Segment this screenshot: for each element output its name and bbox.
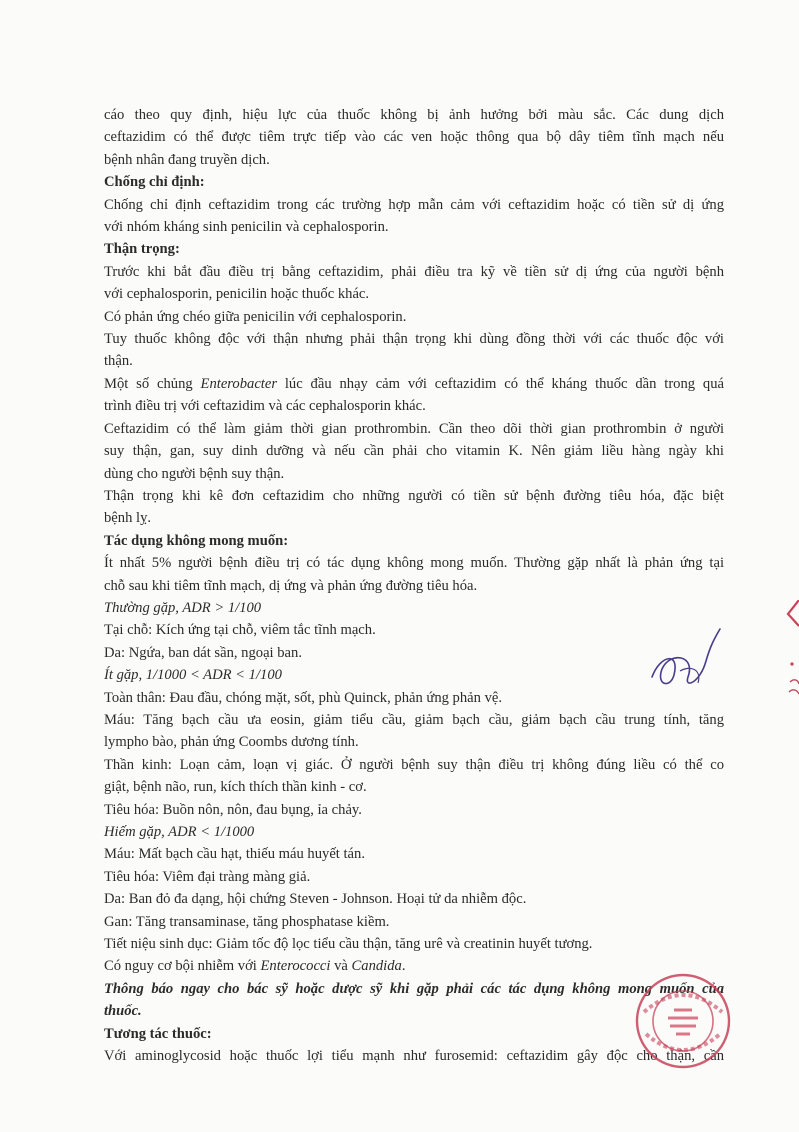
text-line: bệnh nhân đang truyền dịch. [104, 151, 270, 168]
adverse-heading: Tác dụng không mong muốn: [104, 532, 289, 549]
text-line: với nhóm kháng sinh penicilin và cephalosporin. [104, 219, 389, 236]
text-line: Với aminoglycosid hoặc thuốc lợi tiểu mạnh như furosemid: ceftazidim gây độc cho thận, cần [104, 1048, 724, 1065]
text-span: và [330, 958, 352, 975]
text-line: Gan: Tăng transaminase, tăng phosphatase kiềm. [104, 913, 390, 930]
contraindications-heading: Chống chỉ định: [104, 174, 205, 191]
text-line: Tuy thuốc không độc với thận nhưng phải thận trọng khi dùng đồng thời với các thuốc độc với [104, 331, 724, 348]
text-line [104, 373, 724, 395]
text-line: Da: Ngứa, ban dát sần, ngoại ban. [104, 644, 302, 661]
text-line: Ít nhất 5% người bệnh điều trị có tác dụng không mong muốn. Thường gặp nhất là phản ứng tại [104, 555, 724, 572]
warning-line: thuốc. [104, 1003, 142, 1020]
text-line: chỗ sau khi tiêm tĩnh mạch, dị ứng và phản ứng đường tiêu hóa. [104, 577, 478, 594]
text-line: Toàn thân: Đau đầu, chóng mặt, sốt, phù Quinck, phản ứng phản vệ. [104, 689, 502, 706]
signature-scribble [640, 625, 750, 705]
text-line: Thần kinh: Loạn cảm, loạn vị giác. Ở người bệnh suy thận điều trị không đúng liều có thể co [104, 756, 724, 773]
text-line: Thận trọng khi kê đơn ceftazidim cho những người có tiền sử bệnh đường tiêu hóa, đặc biệt [104, 487, 724, 504]
frequency-label: Hiếm gặp, ADR < 1/1000 [104, 824, 255, 840]
text-line: Ceftazidim có thể làm giảm thời gian prothrombin. Cần theo dõi thời gian prothrombin ở người [104, 420, 724, 437]
edge-stamp-mark [782, 600, 799, 720]
text-line: dùng cho người bệnh suy thận. [104, 465, 285, 482]
text-line: Tại chỗ: Kích ứng tại chỗ, viêm tắc tĩnh mạch. [104, 622, 376, 639]
frequency-label: Thường gặp, ADR > 1/100 [104, 599, 262, 616]
interactions-heading: Tương tác thuốc: [104, 1025, 212, 1042]
text-line [104, 955, 724, 977]
text-line: Máu: Tăng bạch cầu ưa eosin, giảm tiểu cầu, giảm bạch cầu, giảm bạch cầu trung tính, tăng [104, 711, 724, 728]
organism-name: Candida [351, 958, 402, 975]
text-line: trình điều trị với ceftazidim và các cephalosporin khác. [104, 398, 426, 415]
company-seal [634, 972, 732, 1070]
organism-name: Enterococci [260, 958, 331, 975]
text-line: Tiêu hóa: Buồn nôn, nôn, đau bụng, ỉa chảy. [104, 801, 362, 818]
text-line: thận. [104, 353, 133, 370]
text-line: bệnh lỵ. [104, 510, 152, 527]
text-span: . [401, 958, 406, 975]
text-line: Chống chỉ định ceftazidim trong các trường hợp mẫn cảm với ceftazidim hoặc có tiền sử dị ứng [104, 196, 724, 213]
text-line: Da: Ban đỏ đa dạng, hội chứng Steven - Johnson. Hoại tử da nhiễm độc. [104, 891, 527, 908]
text-span: Một số chủng [104, 375, 201, 392]
leaflet-page [104, 104, 724, 1067]
text-line: Máu: Mất bạch cầu hạt, thiếu máu huyết tán. [104, 846, 365, 863]
text-line: với cephalosporin, penicilin hoặc thuốc khác. [104, 286, 370, 303]
text-line: Tiêu hóa: Viêm đại tràng màng giả. [104, 868, 311, 885]
text-span: lúc đầu nhạy cảm với ceftazidim có thể kháng thuốc dần trong quá [277, 375, 724, 392]
text-line: suy thận, gan, suy dinh dưỡng và nếu cần phải cho vitamin K. Nên giảm liều hàng ngày khi [104, 443, 724, 460]
warning-line: Thông báo ngay cho bác sỹ hoặc dược sỹ khi gặp phải các tác dụng không mong muốn của [104, 980, 724, 997]
text-span: Có nguy cơ bội nhiễm với [104, 958, 261, 975]
organism-name: Enterobacter [200, 375, 278, 392]
precautions-heading: Thận trọng: [104, 241, 180, 258]
text-line: Có phản ứng chéo giữa penicilin với cephalosporin. [104, 308, 407, 325]
text-line: cáo theo quy định, hiệu lực của thuốc không bị ảnh hưởng bởi màu sắc. Các dung dịch [104, 107, 724, 123]
text-line: ceftazidim có thể được tiêm trực tiếp vào các ven hoặc thông qua bộ dây tiêm tĩnh mạch nếu [104, 129, 724, 146]
text-line: lympho bào, phản ứng Coombs dương tính. [104, 734, 359, 751]
text-line: Trước khi bắt đầu điều trị bằng ceftazidim, phải điều tra kỹ về tiền sử dị ứng của người bệnh [104, 263, 724, 280]
text-line: giật, bệnh não, run, kích thích thần kinh - cơ. [104, 779, 367, 796]
frequency-label: Ít gặp, 1/1000 < ADR < 1/100 [104, 667, 282, 684]
text-line: Tiết niệu sinh dục: Giảm tốc độ lọc tiểu cầu thận, tăng urê và creatinin huyết tương. [104, 936, 593, 953]
